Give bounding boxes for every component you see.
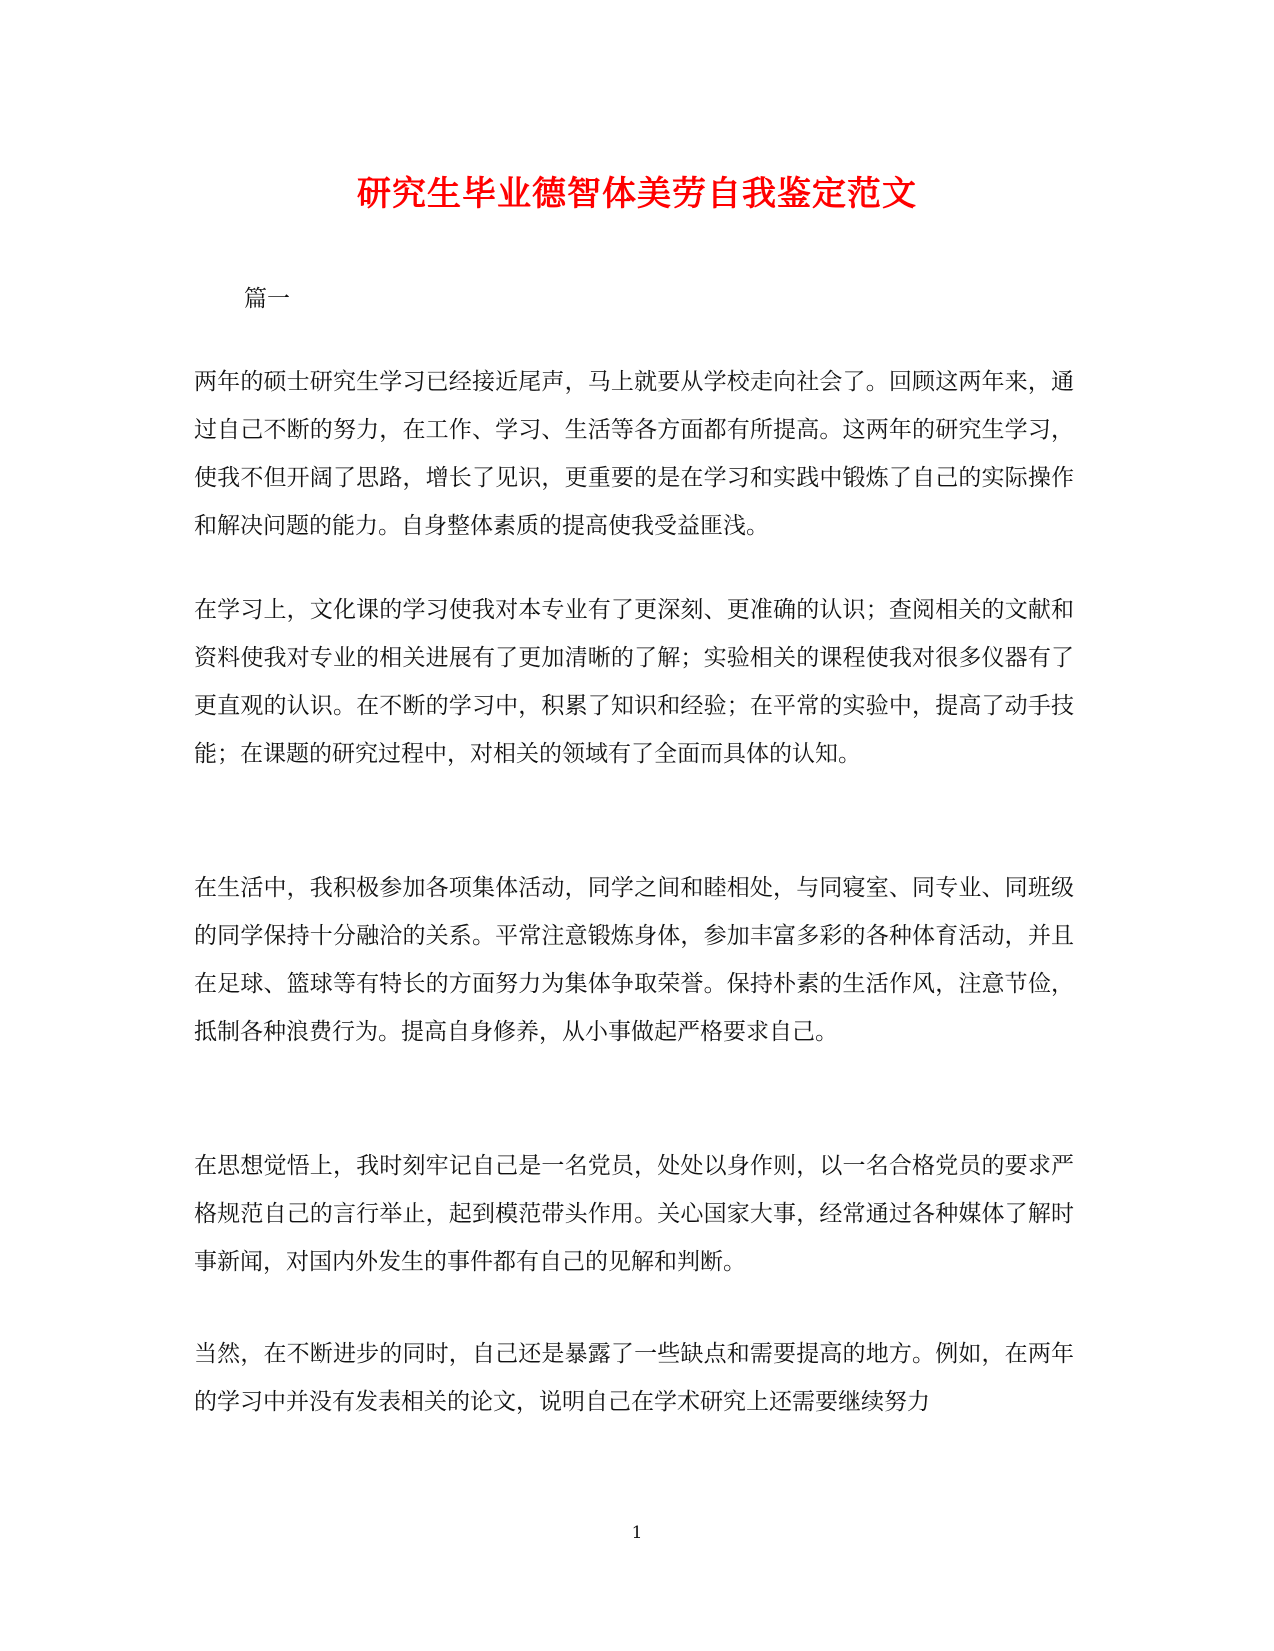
section-label: 篇一 bbox=[244, 286, 290, 312]
paragraph-2: 在学习上，文化课的学习使我对本专业有了更深刻、更准确的认识；查阅相关的文献和资料使我对专业的相关进展有了更加清晰的了解；实验相关的课程使我对很多仪器有了更直观的认识。在不断的学习中，积累了知识和经验；在平常的实验中，提高了动手技能；在课题的研究过程中，对相关的领域有了全面而具体的认知。 bbox=[194, 597, 1074, 767]
paragraph-5: 当然，在不断进步的同时，自己还是暴露了一些缺点和需要提高的地方。例如，在两年的学习中并没有发表相关的论文，说明自己在学术研究上还需要继续努力 bbox=[194, 1341, 1074, 1415]
document-title: 研究生毕业德智体美劳自我鉴定范文 bbox=[357, 174, 917, 214]
paragraph-3: 在生活中，我积极参加各项集体活动，同学之间和睦相处，与同寝室、同专业、同班级的同学保持十分融洽的关系。平常注意锻炼身体，参加丰富多彩的各种体育活动，并且在足球、篮球等有特长的方面努力为集体争取荣誉。保持朴素的生活作风，注意节俭，抵制各种浪费行为。提高自身修养，从小事做起严格要求自己。 bbox=[194, 875, 1074, 1045]
paragraph-1: 两年的硕士研究生学习已经接近尾声，马上就要从学校走向社会了。回顾这两年来，通过自己不断的努力，在工作、学习、生活等各方面都有所提高。这两年的研究生学习，使我不但开阔了思路，增长了见识，更重要的是在学习和实践中锻炼了自己的实际操作和解决问题的能力。自身整体素质的提高使我受益匪浅。 bbox=[194, 369, 1074, 539]
page-number: 1 bbox=[631, 1523, 643, 1543]
paragraph-4: 在思想觉悟上，我时刻牢记自己是一名党员，处处以身作则，以一名合格党员的要求严格规范自己的言行举止，起到模范带头作用。关心国家大事，经常通过各种媒体了解时事新闻，对国内外发生的事件都有自己的见解和判断。 bbox=[194, 1153, 1074, 1275]
